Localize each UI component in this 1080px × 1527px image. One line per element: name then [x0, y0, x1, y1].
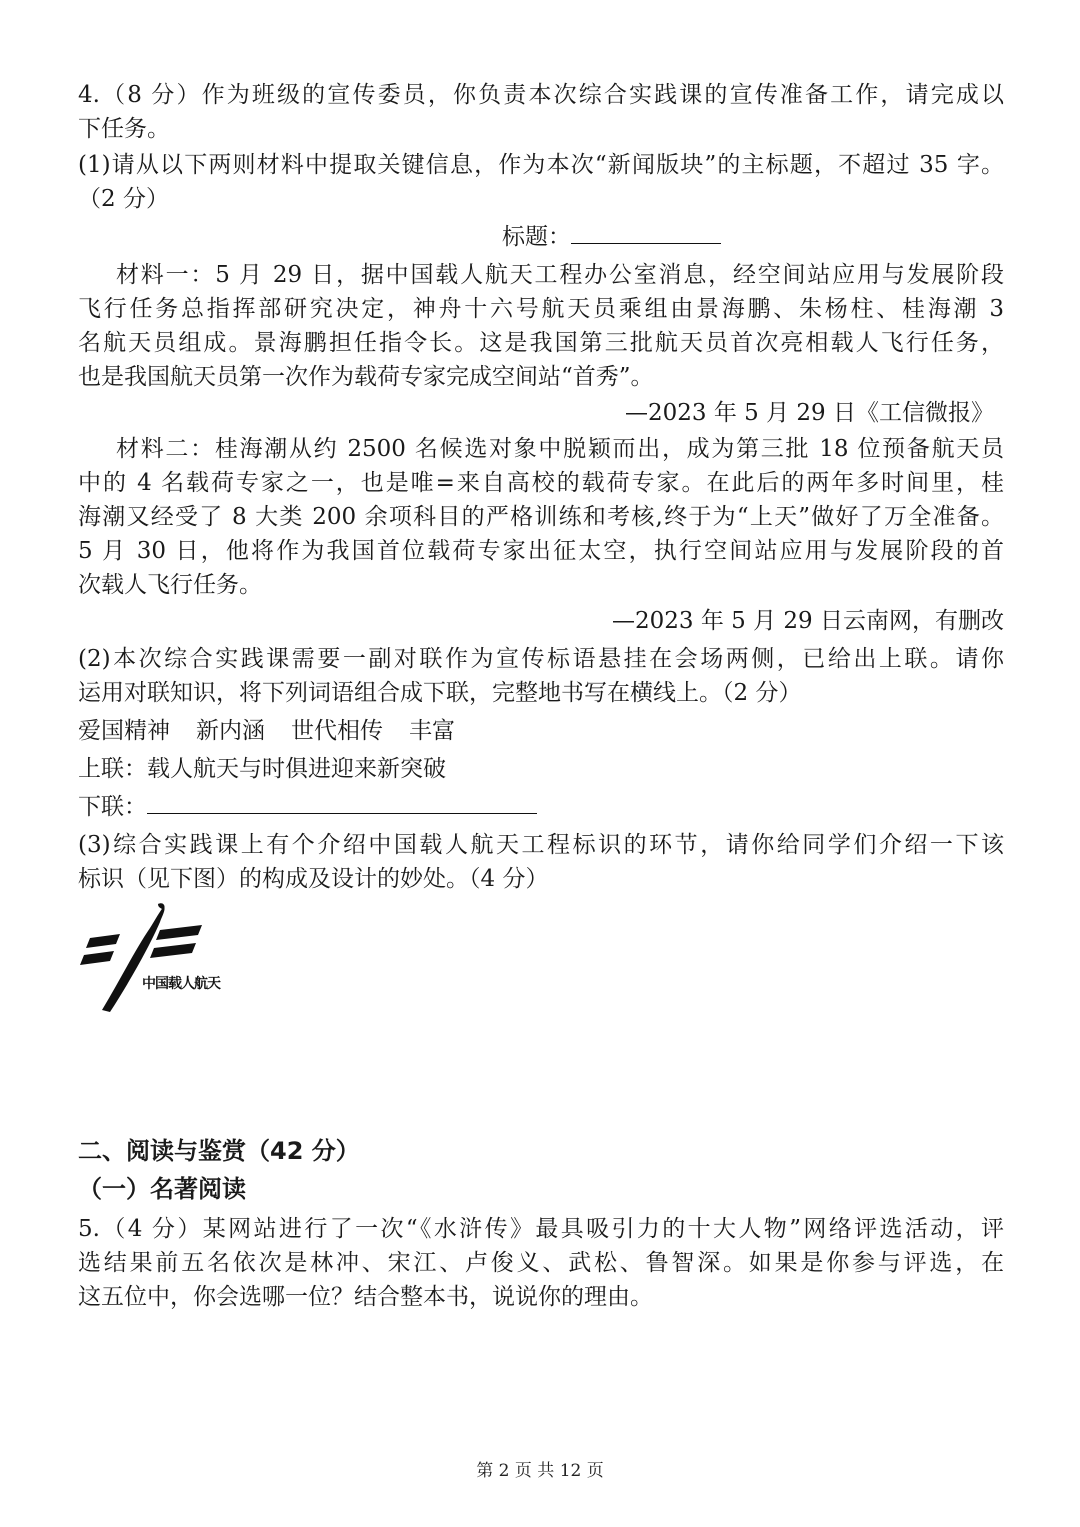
- space-program-logo: [80, 900, 270, 1015]
- q5-line3: 这五位中，你会选哪一位？结合整本书，说说你的理由。: [78, 1284, 653, 1310]
- q4-header-line2: 下任务。: [78, 116, 170, 142]
- title-field: [502, 220, 721, 254]
- q4-sub2-line1: (2)本次综合实践课需要一副对联作为宣传标语悬挂在会场两侧，已给出上联。请你: [78, 646, 1004, 672]
- material1-line4: 也是我国航天员第一次作为载荷专家完成空间站“首秀”。: [78, 364, 654, 390]
- lower-couplet-field: [78, 790, 537, 824]
- lower-couplet-label: 下联：: [78, 794, 147, 820]
- material2-line4: 5 月 30 日，他将作为我国首位载荷专家出征太空，执行空间站应用与发展阶段的首: [78, 538, 1004, 564]
- material2-source: —2023 年 5 月 29 日云南网，有删改: [612, 608, 1004, 634]
- word-options: [78, 714, 455, 748]
- material2-line2: 中的 4 名载荷专家之一，也是唯=来自高校的载荷专家。在此后的两年多时间里，桂: [78, 470, 1004, 496]
- word-option: 新内涵: [196, 718, 265, 744]
- page-footer: 第 2 页 共 12 页: [476, 1461, 604, 1481]
- material2-line5: 次载人飞行任务。: [78, 572, 262, 598]
- section2-heading: 二、阅读与鉴赏（42 分）: [78, 1137, 360, 1165]
- material1-line3: 名航天员组成。景海鹏担任指令长。这是我国第三批航天员首次亮相载人飞行任务，: [78, 330, 1004, 356]
- material1-line2: 飞行任务总指挥部研究决定，神舟十六号航天员乘组由景海鹏、朱杨柱、桂海潮 3: [78, 296, 1004, 322]
- q4-sub3-line2: 标识（见下图）的构成及设计的妙处。（4 分）: [78, 866, 549, 892]
- material1-source: —2023 年 5 月 29 日《工信微报》: [625, 400, 994, 426]
- space-program-logo-icon: [80, 900, 270, 1015]
- word-option: 爱国精神: [78, 718, 170, 744]
- q5-line1: 5.（4 分）某网站进行了一次“《水浒传》最具吸引力的十大人物”网络评选活动，评: [78, 1216, 1004, 1242]
- q5-line2: 选结果前五名依次是林冲、宋江、卢俊义、武松、鲁智深。如果是你参与评选，在: [78, 1250, 1004, 1276]
- material1-line1: 材料一：5 月 29 日，据中国载人航天工程办公室消息，经空间站应用与发展阶段: [116, 262, 1004, 288]
- q4-sub2-line2: 运用对联知识，将下列词语组合成下联，完整地书写在横线上。（2 分）: [78, 680, 802, 706]
- q4-sub1-line1: (1)请从以下两则材料中提取关键信息，作为本次“新闻版块”的主标题，不超过 35 字。: [78, 152, 1004, 178]
- upper-couplet: 上联：载人航天与时俱进迎来新突破: [78, 756, 446, 782]
- lower-couplet-blank[interactable]: [147, 791, 537, 814]
- q4-sub1-line2: （2 分）: [78, 186, 169, 212]
- title-label: 标题：: [502, 224, 571, 250]
- logo-caption: 中国载人航天: [142, 976, 220, 992]
- word-option: 丰富: [409, 718, 455, 744]
- q4-sub3-line1: (3)综合实践课上有个介绍中国载人航天工程标识的环节，请你给同学们介绍一下该: [78, 832, 1004, 858]
- q4-header-line1: 4.（8 分）作为班级的宣传委员，你负责本次综合实践课的宣传准备工作，请完成以: [78, 82, 1004, 108]
- material2-line3: 海潮又经受了 8 大类 200 余项科目的严格训练和考核,终于为“上天”做好了万全准备。: [78, 504, 1004, 530]
- title-answer-blank[interactable]: [571, 221, 721, 244]
- word-option: 世代相传: [291, 718, 383, 744]
- material2-line1: 材料二：桂海潮从约 2500 名候选对象中脱颖而出，成为第三批 18 位预备航天员: [116, 436, 1004, 462]
- section2-subheading: （一）名著阅读: [78, 1175, 246, 1203]
